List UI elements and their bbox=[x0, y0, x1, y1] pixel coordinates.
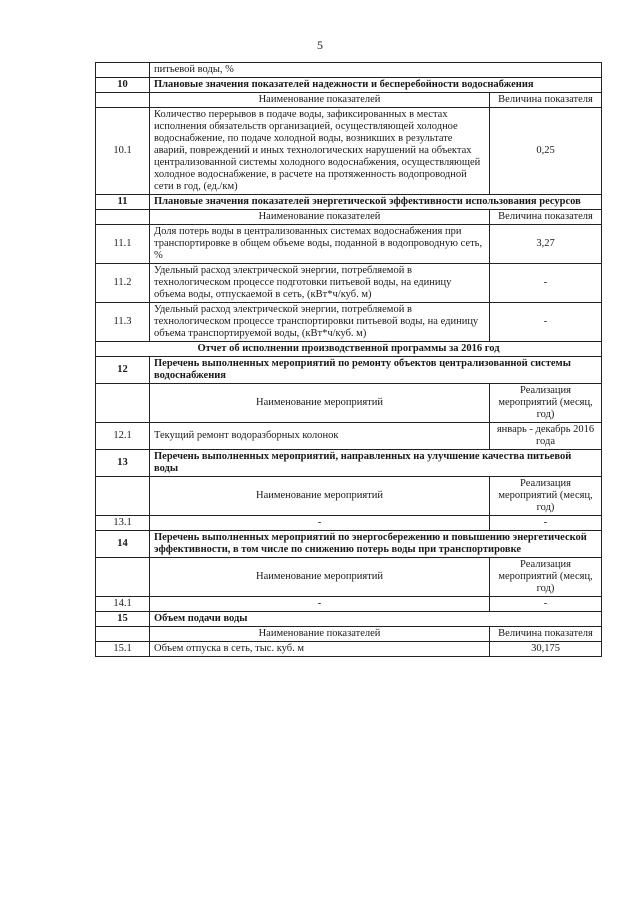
column-header-name: Наименование показателей bbox=[150, 93, 490, 108]
section-title: Плановые значения показателей энергетической эффективности использования ресурсов bbox=[150, 195, 602, 210]
table-row bbox=[96, 597, 602, 612]
section-number: 12 bbox=[96, 357, 150, 384]
report-title-row bbox=[96, 342, 602, 357]
row-number-cell: 14.1 bbox=[96, 597, 150, 612]
column-header-name: Наименование показателей bbox=[150, 210, 490, 225]
row-text-cell: Объем отпуска в сеть, тыс. куб. м bbox=[150, 642, 490, 657]
row-number-cell bbox=[96, 627, 150, 642]
column-header-name: Наименование мероприятий bbox=[150, 558, 490, 597]
row-value-cell: январь - декабрь 2016 года bbox=[490, 423, 602, 450]
column-header-row bbox=[96, 210, 602, 225]
row-text-cell: - bbox=[150, 597, 490, 612]
section-number: 10 bbox=[96, 78, 150, 93]
section-title: Перечень выполненных мероприятий по ремонту объектов централизованной системы водоснабжения bbox=[150, 357, 602, 384]
table-row bbox=[96, 423, 602, 450]
section-number: 11 bbox=[96, 195, 150, 210]
column-header-value: Реализация мероприятий (месяц, год) bbox=[490, 477, 602, 516]
section-title: Плановые значения показателей надежности и бесперебойности водоснабжения bbox=[150, 78, 602, 93]
column-header-value: Величина показателя bbox=[490, 210, 602, 225]
row-value-cell: 0,25 bbox=[490, 108, 602, 195]
column-header-value: Реализация мероприятий (месяц, год) bbox=[490, 558, 602, 597]
section-number: 14 bbox=[96, 531, 150, 558]
row-number-cell: 11.2 bbox=[96, 264, 150, 303]
row-value-cell: - bbox=[490, 516, 602, 531]
table-row bbox=[96, 264, 602, 303]
page-number: 5 bbox=[317, 38, 323, 52]
row-text-cell: питьевой воды, % bbox=[150, 63, 602, 78]
row-number-cell: 15.1 bbox=[96, 642, 150, 657]
row-number-cell bbox=[96, 63, 150, 78]
column-header-name: Наименование мероприятий bbox=[150, 477, 490, 516]
section-header-row bbox=[96, 612, 602, 627]
row-number-cell bbox=[96, 477, 150, 516]
row-value-cell: 30,175 bbox=[490, 642, 602, 657]
column-header-row bbox=[96, 477, 602, 516]
row-number-cell bbox=[96, 210, 150, 225]
section-header-row bbox=[96, 357, 602, 384]
table-row bbox=[96, 63, 602, 78]
row-value-cell: 3,27 bbox=[490, 225, 602, 264]
row-text-cell: Количество перерывов в подаче воды, зафиксированных в местах исполнения обязательств организацией, осуществляющей холодное водоснабжение, по подаче холодной воды, возникших в результате аварий, повреждений и иных технологических нарушений на объектах централизованной системы холодного водоснабжения, осуществляющей холодное водоснабжение, в расчете на протяженность водопроводной сети в год, (ед./км) bbox=[150, 108, 490, 195]
section-number: 15 bbox=[96, 612, 150, 627]
column-header-row bbox=[96, 384, 602, 423]
table-row bbox=[96, 108, 602, 195]
row-number-cell: 13.1 bbox=[96, 516, 150, 531]
row-value-cell: - bbox=[490, 597, 602, 612]
row-text-cell: Доля потерь воды в централизованных системах водоснабжения при транспортировке в общем объеме воды, поданной в водопроводную сеть, % bbox=[150, 225, 490, 264]
table-row bbox=[96, 516, 602, 531]
row-text-cell: Текущий ремонт водоразборных колонок bbox=[150, 423, 490, 450]
column-header-value: Величина показателя bbox=[490, 627, 602, 642]
table-row bbox=[96, 225, 602, 264]
section-header-row bbox=[96, 450, 602, 477]
row-number-cell bbox=[96, 93, 150, 108]
table-row bbox=[96, 642, 602, 657]
section-title: Объем подачи воды bbox=[150, 612, 602, 627]
column-header-value: Величина показателя bbox=[490, 93, 602, 108]
row-number-cell: 10.1 bbox=[96, 108, 150, 195]
row-value-cell: - bbox=[490, 264, 602, 303]
row-text-cell: Удельный расход электрической энергии, потребляемой в технологическом процессе транспортировки питьевой воды, на единицу объема транспортируемой воды, (кВт*ч/куб. м) bbox=[150, 303, 490, 342]
column-header-row bbox=[96, 93, 602, 108]
row-number-cell: 11.3 bbox=[96, 303, 150, 342]
row-number-cell: 12.1 bbox=[96, 423, 150, 450]
indicators-table bbox=[95, 62, 602, 657]
section-header-row bbox=[96, 195, 602, 210]
column-header-name: Наименование показателей bbox=[150, 627, 490, 642]
row-number-cell: 11.1 bbox=[96, 225, 150, 264]
column-header-name: Наименование мероприятий bbox=[150, 384, 490, 423]
section-number: 13 bbox=[96, 450, 150, 477]
row-text-cell: - bbox=[150, 516, 490, 531]
row-text-cell: Удельный расход электрической энергии, потребляемой в технологическом процессе подготовки питьевой воды, на единицу объема воды, отпускаемой в сеть, (кВт*ч/куб. м) bbox=[150, 264, 490, 303]
report-title: Отчет об исполнении производственной программы за 2016 год bbox=[96, 342, 602, 357]
section-title: Перечень выполненных мероприятий, направленных на улучшение качества питьевой воды bbox=[150, 450, 602, 477]
row-number-cell bbox=[96, 558, 150, 597]
table-row bbox=[96, 303, 602, 342]
column-header-row bbox=[96, 627, 602, 642]
section-header-row bbox=[96, 78, 602, 93]
section-header-row bbox=[96, 531, 602, 558]
column-header-row bbox=[96, 558, 602, 597]
section-title: Перечень выполненных мероприятий по энергосбережению и повышению энергетической эффективности, в том числе по снижению потерь воды при транспортировке bbox=[150, 531, 602, 558]
column-header-value: Реализация мероприятий (месяц, год) bbox=[490, 384, 602, 423]
row-number-cell bbox=[96, 384, 150, 423]
row-value-cell: - bbox=[490, 303, 602, 342]
